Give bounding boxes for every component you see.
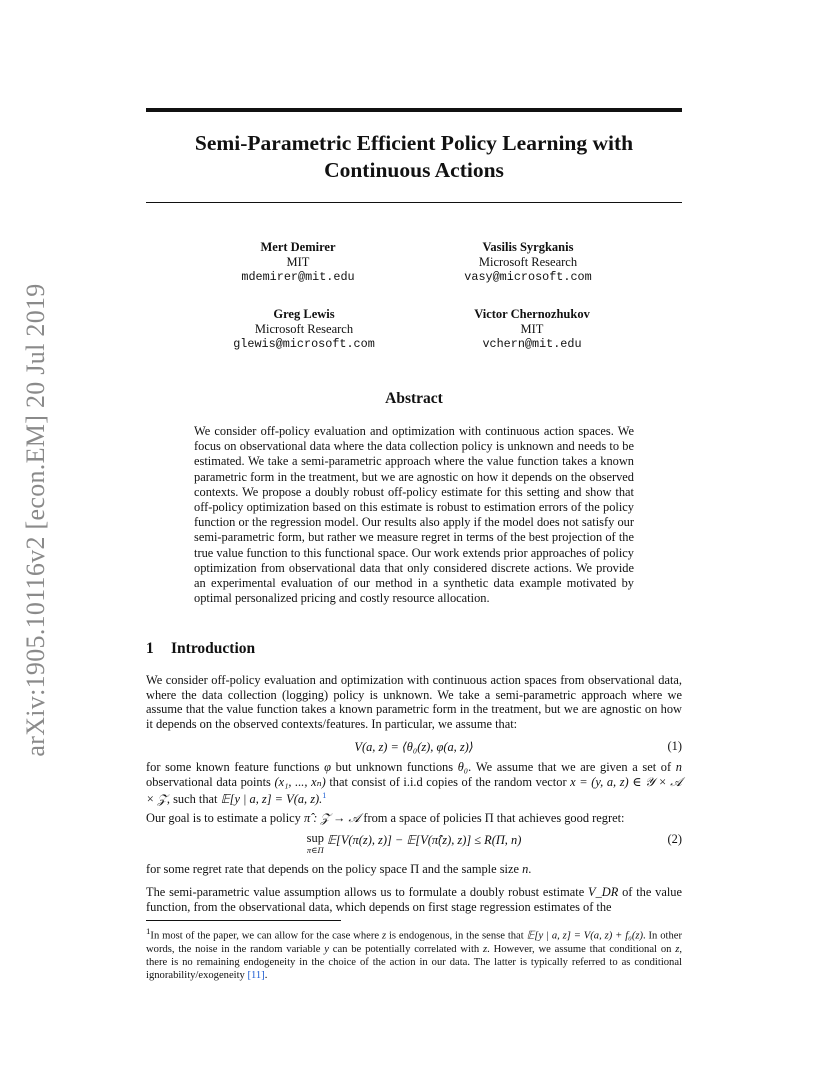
- math-conditional-expectation: 𝔼[y | a, z] = V(a, z).: [220, 792, 323, 807]
- math-sample: (x₁, ..., xₙ): [274, 774, 326, 789]
- footnote-rule: [146, 920, 341, 921]
- title-bottom-rule: [146, 202, 682, 203]
- title-top-rule: [146, 108, 682, 112]
- section-heading: [146, 640, 255, 658]
- equation-1: [146, 739, 682, 755]
- author-name: Victor Chernozhukov: [474, 307, 590, 321]
- math-phi: φ: [324, 760, 331, 774]
- equation-1-number: (1): [667, 739, 682, 753]
- intro-paragraph: We consider off-policy evaluation and optimization with continuous action spaces from observational data, where the data collection (logging) policy is unknown. We take a semi-parametric approach where we assume that the value function takes a known parametric form in the treatment, but we are agnostic on how it depends on the observed contexts/features. In particular, we assume that:: [146, 673, 682, 731]
- regret-paragraph: for some regret rate that depends on the policy space Π and the sample size n.: [146, 862, 532, 876]
- math-random-vector: x = (y, a, z) ∈ 𝒴 × 𝒜 × 𝒵: [146, 774, 683, 807]
- section-title: Introduction: [171, 640, 256, 657]
- author-email: glewis@microsoft.com: [233, 337, 375, 351]
- arxiv-sidebar-stamp: [14, 270, 58, 770]
- author-name: Mert Demirer: [260, 240, 336, 254]
- equation-2: [146, 831, 682, 855]
- math-vdr: V_DR: [588, 885, 619, 899]
- citation-link[interactable]: [11]: [247, 970, 265, 982]
- author-affiliation: MIT: [520, 322, 544, 336]
- author-affiliation: Microsoft Research: [254, 322, 354, 336]
- assumption-paragraph: for some known feature functions φ but unknown functions θ₀. We assume that we are given a set of n observational data points (x₁, ..., xₙ) that consist of i.i.d copies of the random vector x = (y, a, z) ∈ 𝒴 × 𝒜 × 𝒵, such that 𝔼[y | a, z] = V(a, z).$^1$: [146, 760, 683, 807]
- author-name: Vasilis Syrgkanis: [482, 240, 574, 254]
- abstract-text: We consider off-policy evaluation and optimization with continuous action spaces. We focus on observational data where the data collection policy is unknown and needs to be estimated. We take a semi-parametric approach where the value function takes a known parametric form in the treatment, but we are agnostic on how it depends on the observed contexts. We propose a doubly robust off-policy estimate for this setting and show that off-policy optimization based on this estimate is robust to estimation errors of the policy function or the regression model. Our results also apply if the model does not satisfy our semi-parametric form, but rather we measure regret in terms of the best projection of the true value function to this functional space. Our work extends prior approaches of policy optimization from observational data that only considered discrete actions. We provide an experimental evaluation of our method in a synthetic data example motivated by optimal personalized pricing and costly resource allocation.: [194, 424, 634, 606]
- arxiv-identifier: arXiv:1905.10116v2 [econ.EM] 20 Jul 2019: [21, 283, 50, 757]
- sup-operator: sup π∈Π: [306, 831, 324, 855]
- equation-1-body: V(a, z) = ⟨θ₀(z), φ(a, z)⟩: [354, 740, 474, 754]
- paper-title: [146, 130, 682, 184]
- section-number: 1: [146, 640, 154, 657]
- author-block: [408, 240, 648, 285]
- title-line-2: Continuous Actions: [324, 158, 504, 182]
- equation-2-number: (2): [667, 832, 682, 846]
- footnote-link[interactable]: 1: [322, 791, 327, 801]
- title-line-1: Semi-Parametric Efficient Policy Learning with: [194, 131, 634, 155]
- footnote-number: 1: [146, 926, 151, 936]
- author-email: vasy@microsoft.com: [464, 270, 592, 284]
- author-email: vchern@mit.edu: [482, 337, 582, 351]
- math-theta: θ₀: [457, 760, 469, 774]
- author-block: [178, 240, 418, 285]
- doubly-robust-paragraph: The semi-parametric value assumption allows us to formulate a doubly robust estimate V_DR of the value function, from the observational data, which depends on first stage regression estimates of the: [146, 885, 682, 914]
- author-block: [184, 307, 424, 352]
- footnote: $^1$In most of the paper, we can allow for the case where z is endogenous, in the sense that 𝔼[y | a, z] = V(a, z) + f₀(z). In other words, the noise in the random variable y can be potentially correlated with z. However, we assume that conditional on z, there is no remaining endogeneity in the choice of the action in our data. The latter is typically referred to as conditional ignorability/exogeneity [11].: [146, 926, 683, 982]
- author-affiliation: MIT: [286, 255, 310, 269]
- author-name: Greg Lewis: [273, 307, 335, 321]
- author-affiliation: Microsoft Research: [478, 255, 578, 269]
- goal-paragraph: Our goal is to estimate a policy π̂ : 𝒵 → 𝒜 from a space of policies Π that achieves good regret:: [146, 811, 625, 825]
- author-block: [412, 307, 652, 352]
- equation-2-body: sup π∈Π 𝔼[V(π(z), z)] − 𝔼[V(π̂(z), z)] ≤ R(Π, n): [306, 831, 522, 855]
- math-n: n: [675, 760, 682, 774]
- author-email: mdemirer@mit.edu: [241, 270, 355, 284]
- math-policy: π̂ : 𝒵 → 𝒜: [303, 811, 361, 825]
- abstract-heading: Abstract: [385, 390, 443, 407]
